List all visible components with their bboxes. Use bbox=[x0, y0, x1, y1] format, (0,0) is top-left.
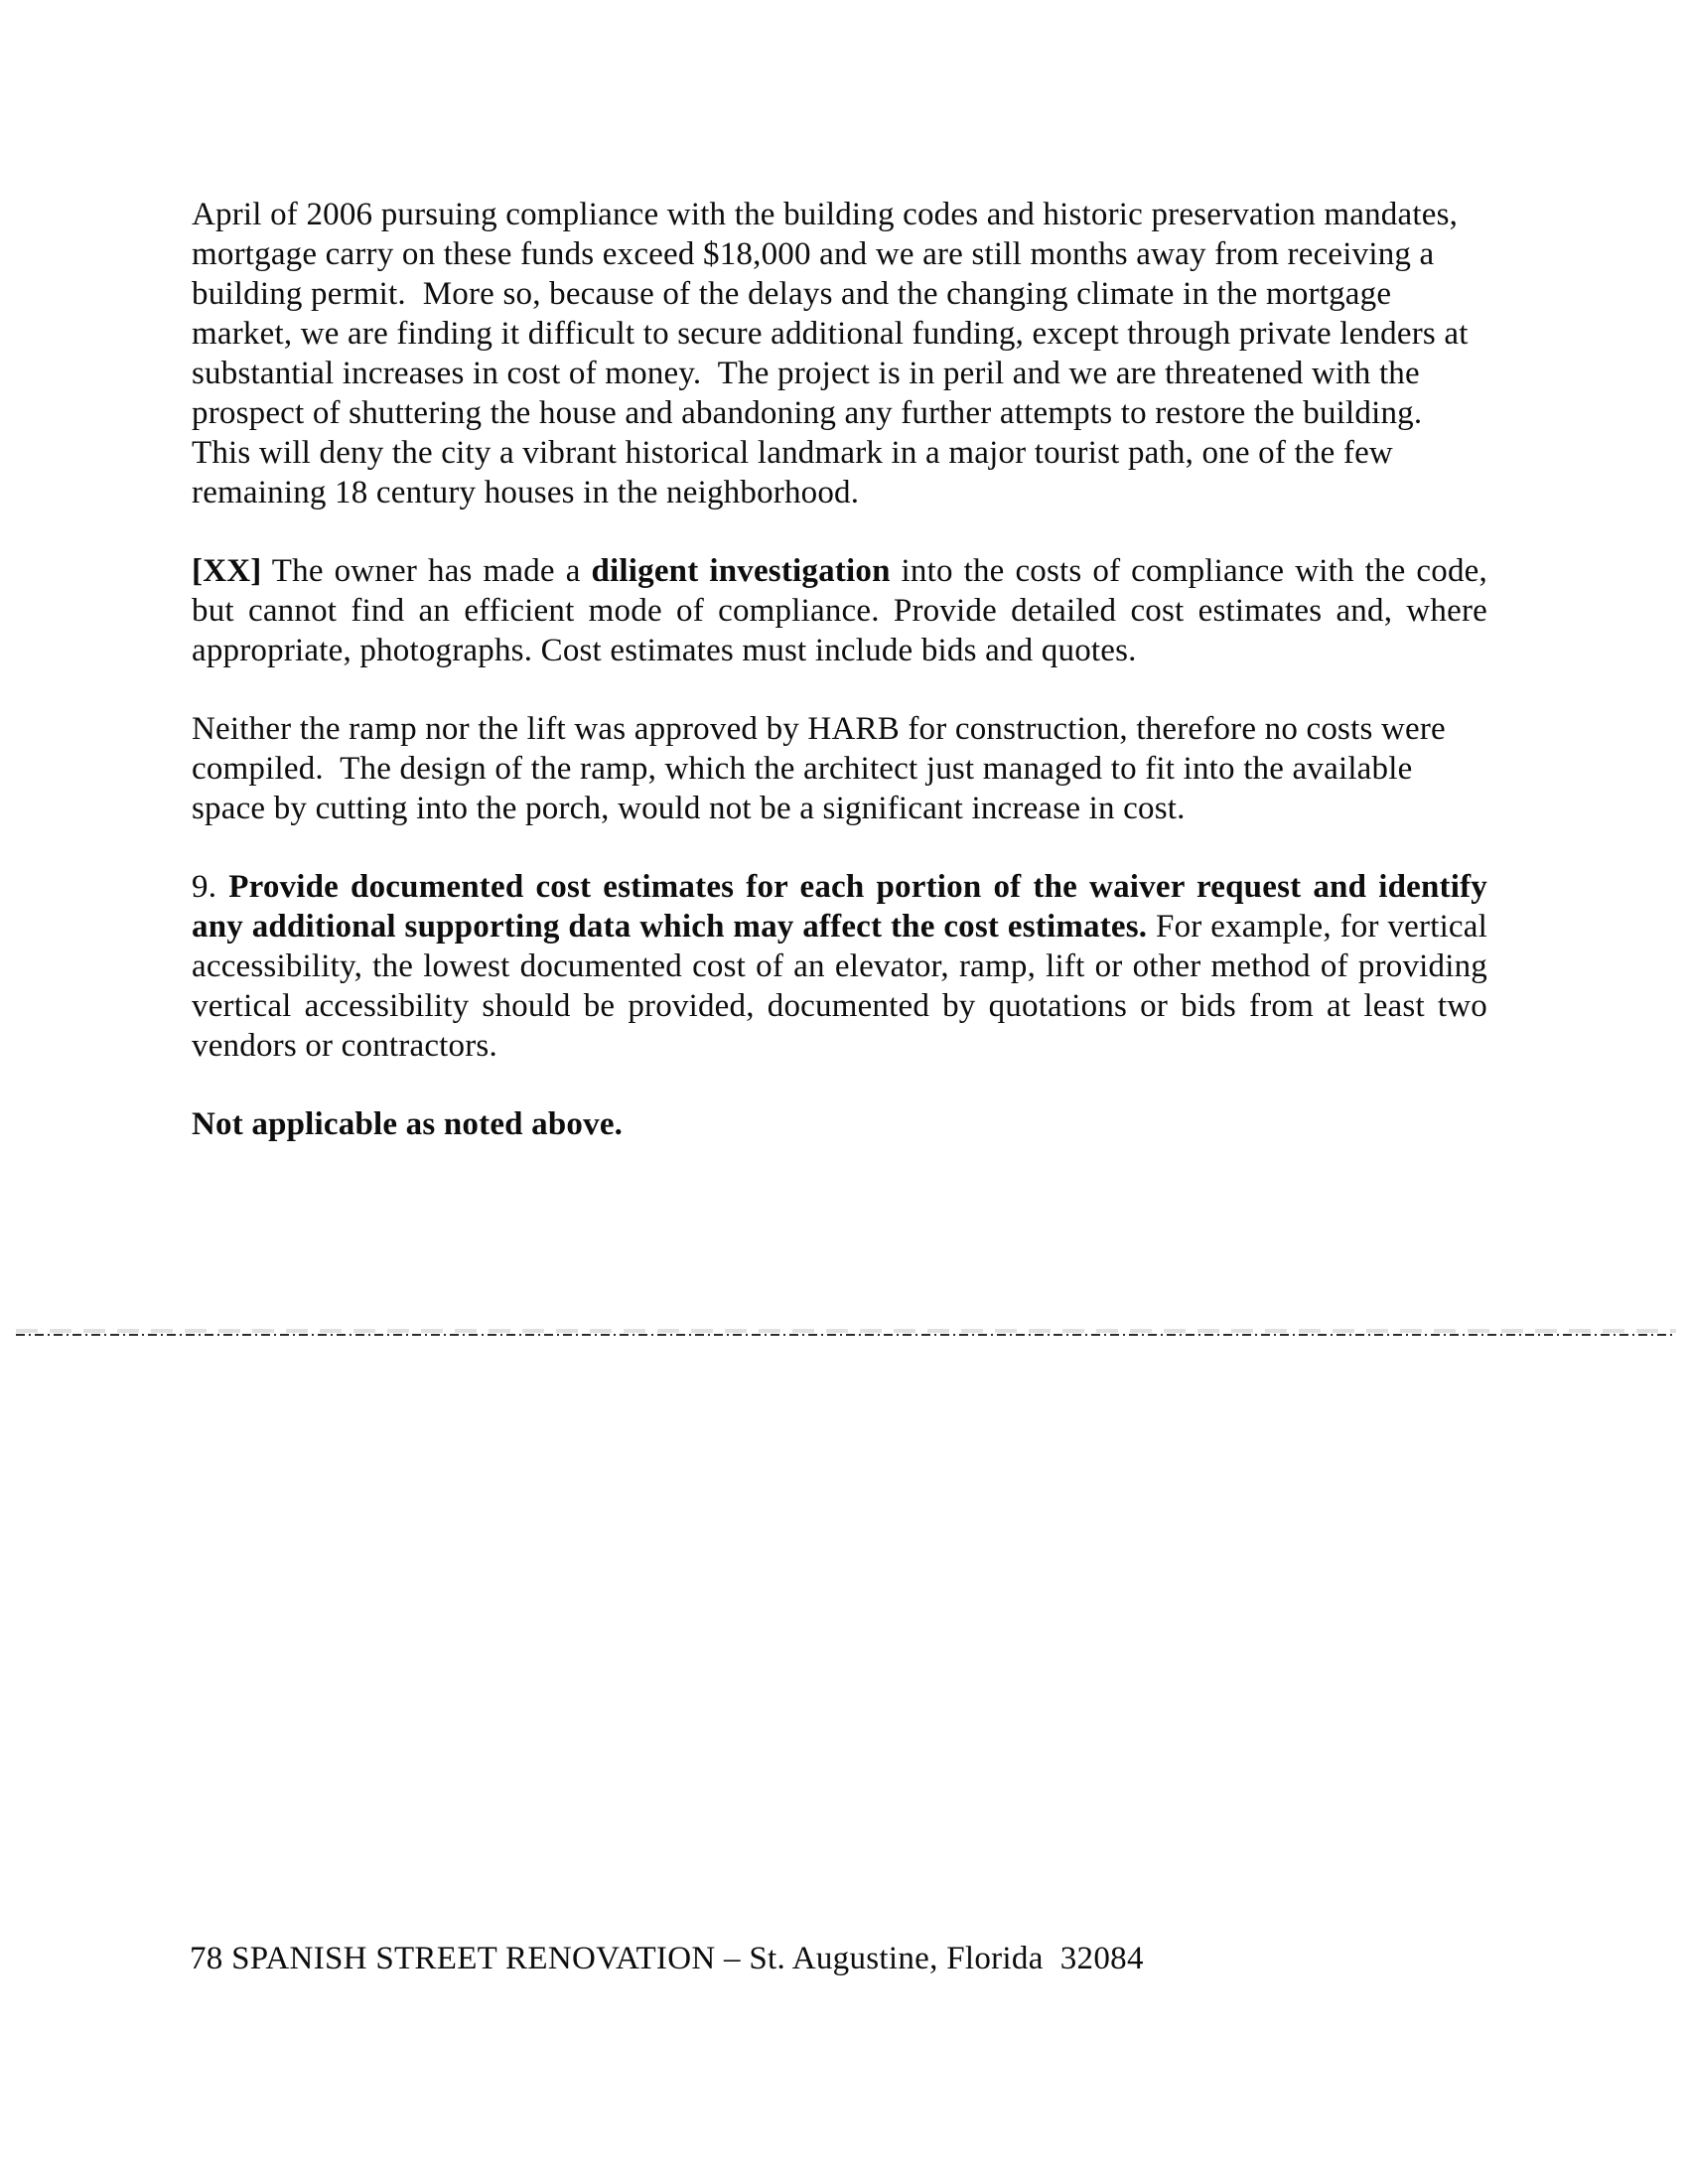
paragraph bbox=[192, 551, 1487, 670]
paragraph bbox=[192, 867, 1487, 1066]
bold-text-run: diligent investigation bbox=[591, 553, 891, 589]
text-run: into the costs of compliance with the code, but cannot find an efficient mode of compliance. Provide detailed cost estimates and, where appropriate, photographs. Cost estimates must include bids and quotes. bbox=[192, 553, 1487, 668]
paragraph bbox=[192, 195, 1487, 512]
paragraph bbox=[192, 1104, 1487, 1144]
text-run: For example, for vertical accessibility, the lowest documented cost of an elevator, ramp, lift or other method of providing vertical accessibility should be provided, documented by quotations or bids from at least two vendors or contractors. bbox=[192, 909, 1487, 1064]
text-run: April of 2006 pursuing compliance with the building codes and historic preservation mandates, mortgage carry on these funds exceed $18,000 and we are still months away from receiving a building permit. More so, because of the delays and the changing climate in the mortgage market, we are finding it difficult to secure additional funding, except through private lenders at substantial increases in cost of money. The project is in peril and we are threatened with the prospect of shuttering the house and abandoning any further attempts to restore the building. This will deny the city a vibrant historical landmark in a major tourist path, one of the few remaining 18 century houses in the neighborhood. bbox=[192, 197, 1477, 510]
bold-text-run: Provide documented cost estimates for each portion of the waiver request and identify any additional supporting data which may affect the cost estimates. bbox=[192, 869, 1487, 945]
document-body bbox=[192, 195, 1487, 1183]
page-footer: 78 SPANISH STREET RENOVATION – St. Augustine, Florida 32084 bbox=[190, 1941, 1144, 1976]
bold-text-run: Not applicable as noted above. bbox=[192, 1106, 624, 1142]
text-run: Neither the ramp nor the lift was approved by HARB for construction, therefore no costs were compiled. The design of the ramp, which the architect just managed to fit into the available space by cutting into the porch, would not be a significant increase in cost. bbox=[192, 711, 1455, 826]
text-run: The owner has made a bbox=[261, 553, 592, 589]
text-run: 9. bbox=[192, 869, 229, 905]
paragraphs bbox=[192, 195, 1487, 1144]
bold-text-run: [XX] bbox=[192, 553, 262, 589]
dashed-divider-line bbox=[16, 1334, 1676, 1336]
paragraph bbox=[192, 709, 1487, 828]
